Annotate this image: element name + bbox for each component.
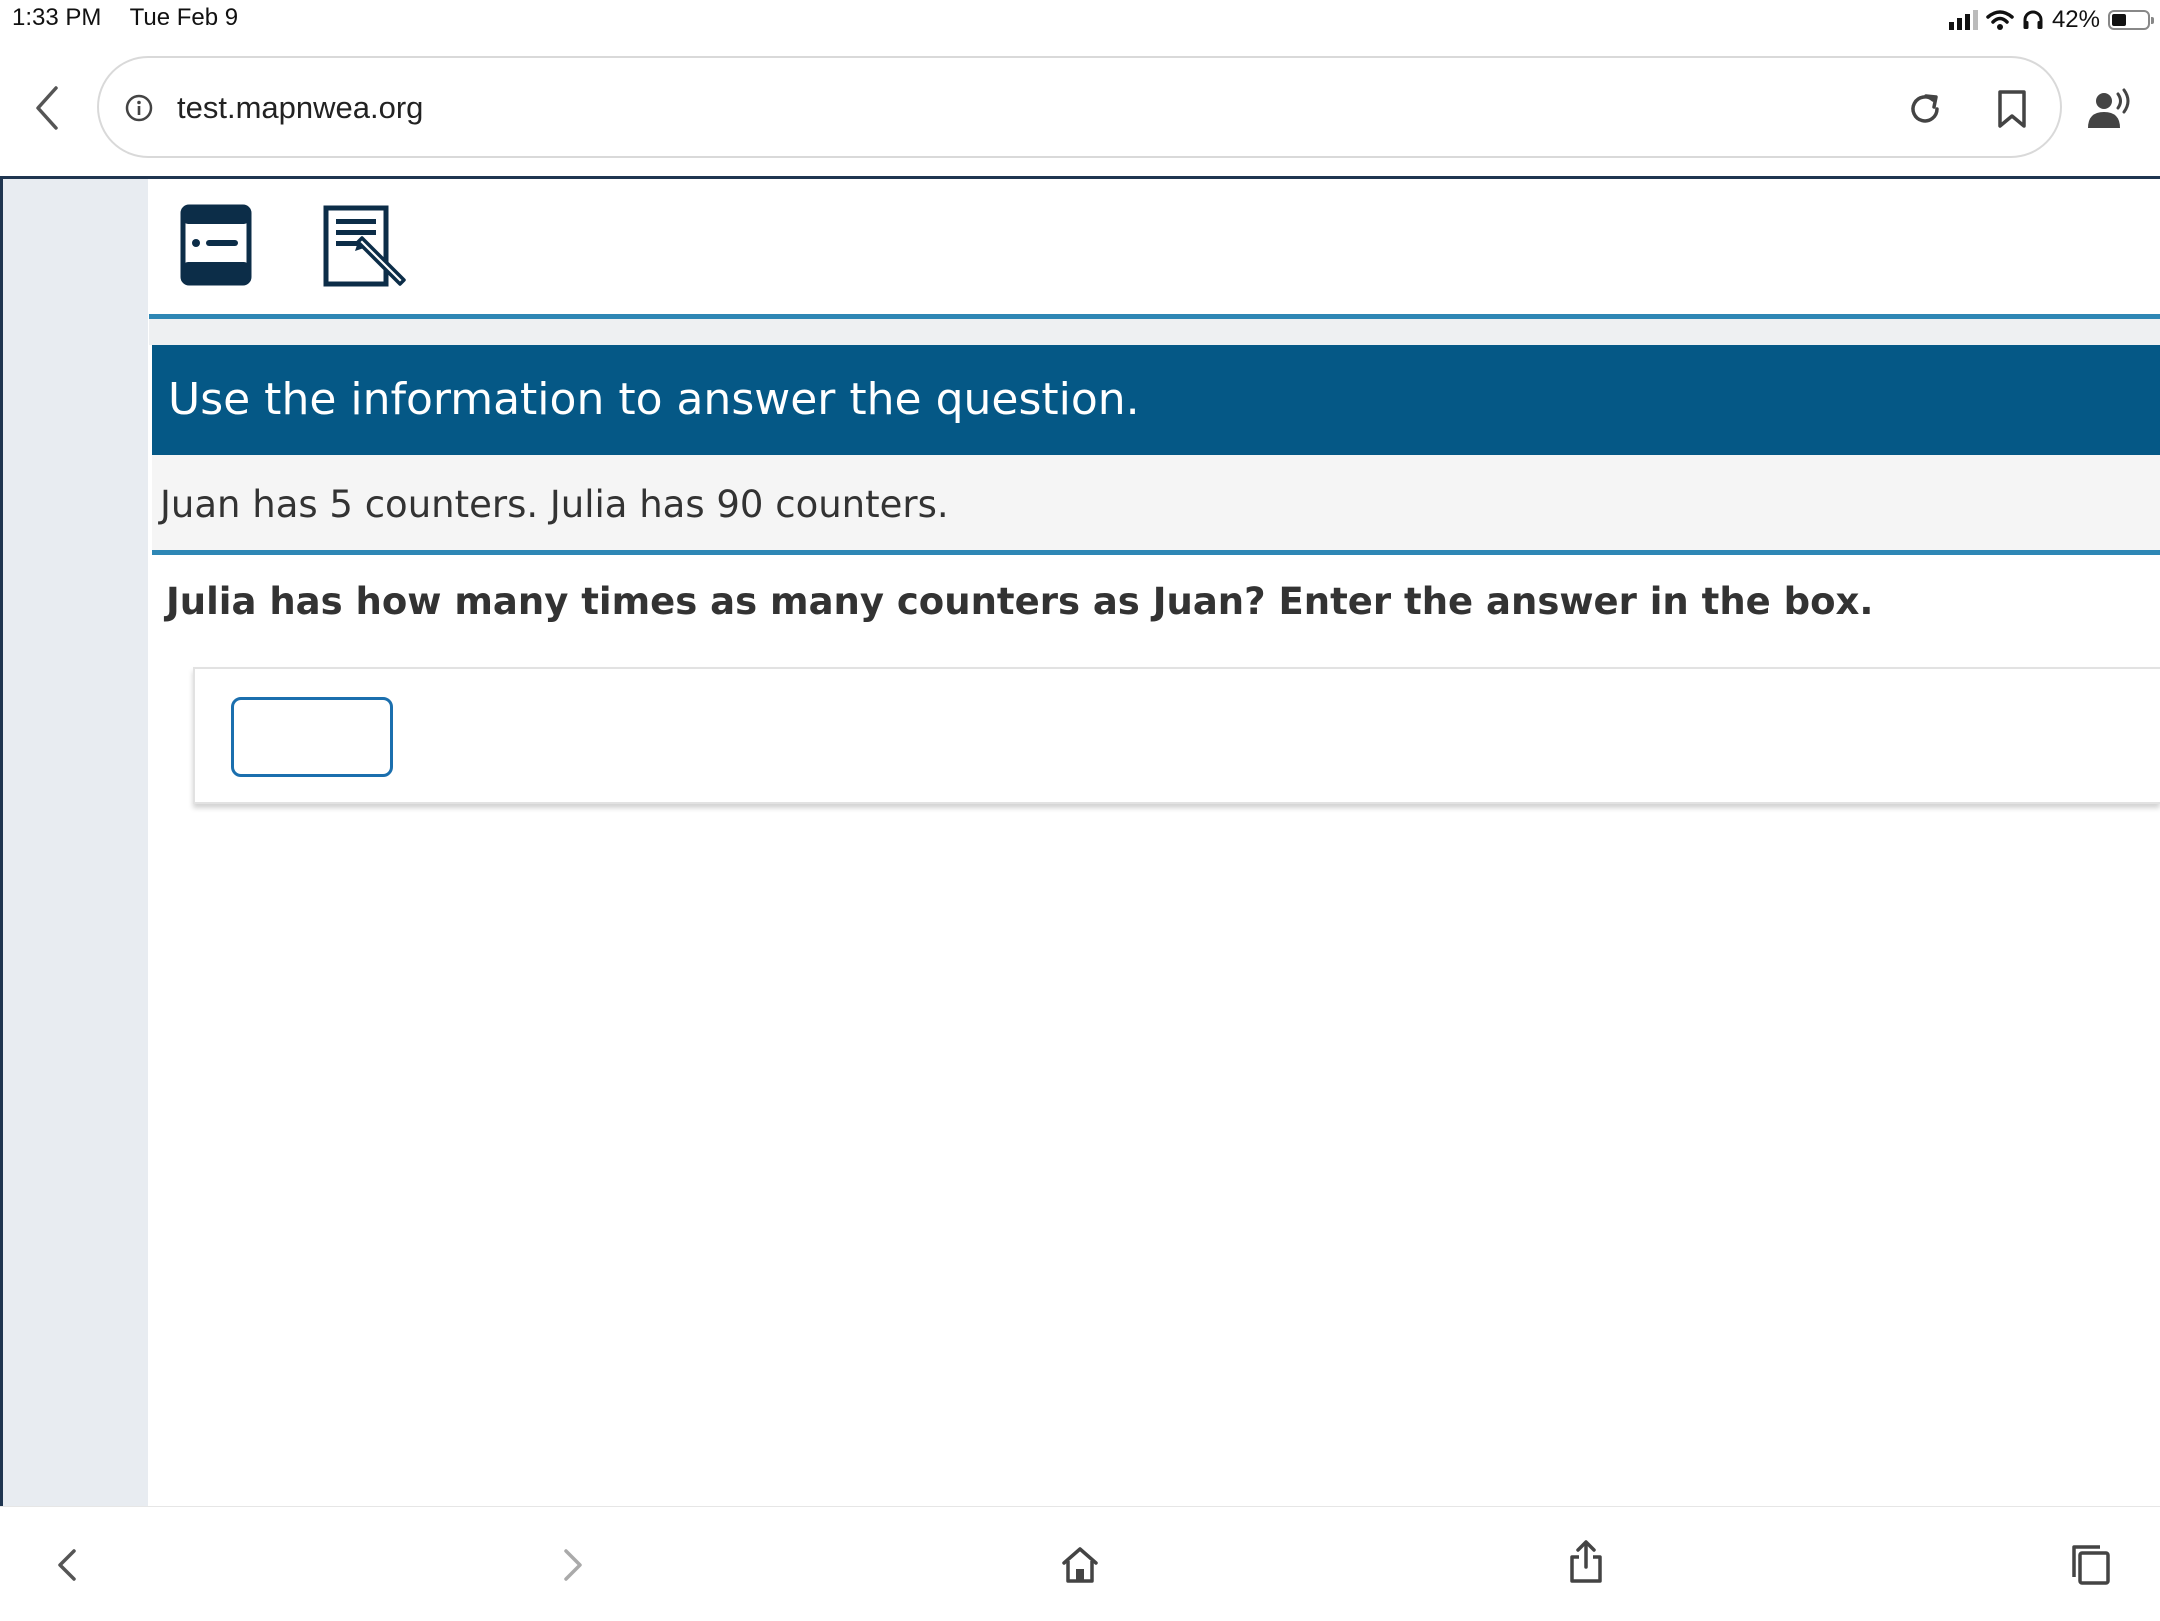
wifi-icon	[1986, 9, 2014, 31]
info-icon[interactable]	[125, 94, 153, 122]
cellular-signal-icon	[1949, 10, 1978, 30]
home-icon[interactable]	[1060, 1545, 1100, 1585]
status-time: 1:33 PM	[12, 4, 102, 31]
answer-input[interactable]	[231, 697, 393, 777]
bookmark-icon[interactable]	[1994, 88, 2030, 130]
tools-gap	[149, 319, 2160, 345]
reload-icon[interactable]	[1904, 88, 1946, 130]
headphones-icon	[2022, 9, 2044, 31]
status-date: Tue Feb 9	[129, 4, 239, 31]
tabs-icon[interactable]	[2068, 1541, 2112, 1587]
url-text[interactable]: test.mapnwea.org	[177, 90, 424, 125]
information-divider	[152, 550, 2160, 555]
back-icon[interactable]	[28, 82, 68, 134]
battery-fill	[2112, 14, 2126, 26]
instruction-banner: Use the information to answer the question.	[152, 345, 2160, 455]
back-icon[interactable]	[52, 1545, 82, 1585]
address-bar[interactable]	[97, 56, 2062, 158]
battery-icon	[2108, 10, 2150, 30]
information-panel: Juan has 5 counters. Julia has 90 counters.	[152, 455, 2160, 552]
bottom-toolbar	[0, 1506, 2160, 1621]
browser-chrome-divider	[0, 176, 2160, 179]
left-gutter	[3, 179, 148, 1506]
status-indicators	[1949, 4, 2150, 36]
share-icon[interactable]	[1566, 1539, 1606, 1585]
calculator-icon[interactable]	[180, 204, 252, 286]
question-prompt: Julia has how many times as many counters as Juan? Enter the answer in the box.	[166, 580, 1874, 623]
reader-voice-icon[interactable]	[2084, 88, 2136, 132]
notepad-pencil-icon[interactable]	[322, 204, 408, 290]
battery-percent: 42%	[2051, 6, 2100, 33]
status-bar	[0, 0, 2160, 40]
status-time-date	[12, 4, 260, 32]
forward-icon[interactable]	[558, 1545, 588, 1585]
answer-card	[193, 667, 2160, 804]
